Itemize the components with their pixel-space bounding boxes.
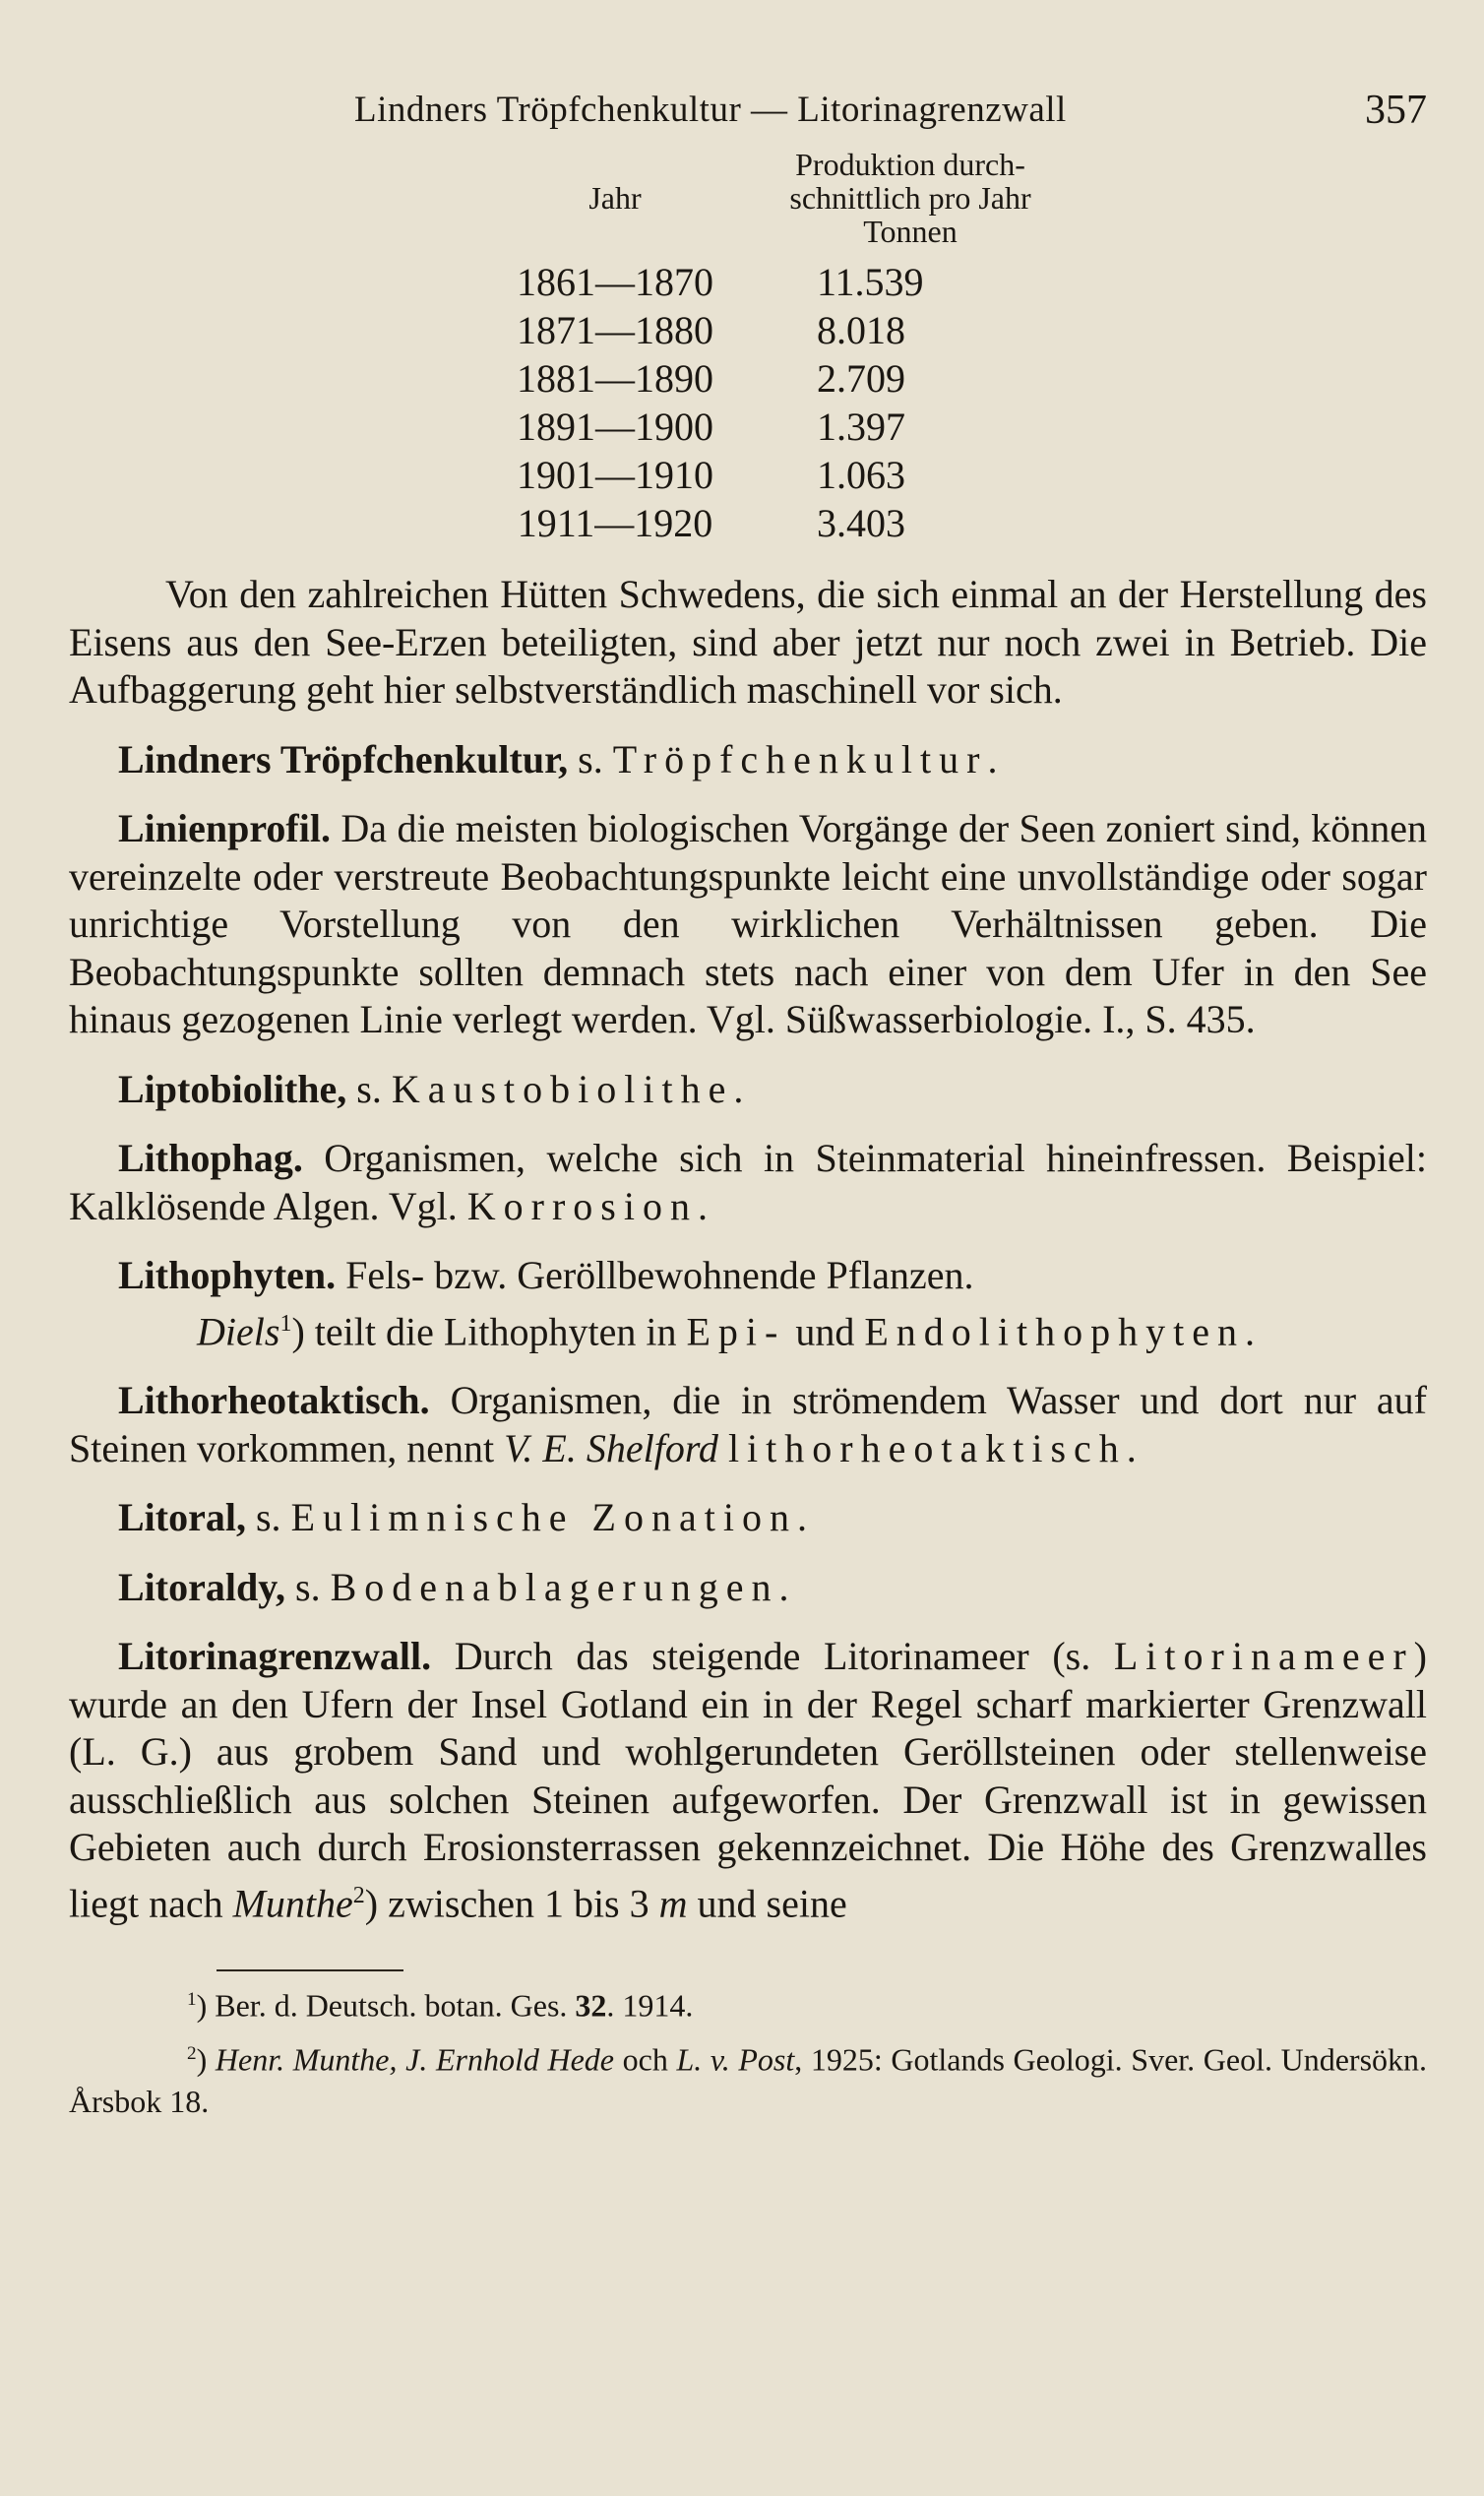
- production-table: [482, 148, 1073, 547]
- author-names: Henr. Munthe, J. Ernhold Hede: [215, 2041, 614, 2078]
- entry-text: .: [1245, 1308, 1255, 1353]
- production-cell: 8.018: [817, 308, 905, 352]
- author-name: L. v. Post: [676, 2041, 795, 2078]
- production-cell: 2.709: [817, 356, 905, 401]
- footnote-1: [69, 1979, 1427, 2027]
- column-header-year: Jahr: [588, 180, 642, 216]
- cross-reference: Bodenablagerungen: [330, 1564, 779, 1609]
- year-cell: 1901—1910: [517, 453, 713, 497]
- table-row: [482, 258, 1073, 306]
- entry-headword: Lithophyten.: [118, 1253, 337, 1297]
- entry-headword: Lithorheotaktisch.: [118, 1378, 430, 1423]
- entry-text: Durch das steigende Litorinameer (s.: [431, 1634, 1114, 1679]
- entry-lithophag: [69, 1135, 1427, 1230]
- entry-text: ) wurde an den Ufern der Insel Gotland ein in der Regel scharf markierter Grenzwall (L. G.) aus grobem Sand und wohlgerundeten Geröllsteinen oder stellenweise ausschließlich aus solchen Steinen aufgeworfen. Der Grenzwall ist in gewissen Gebieten auch durch Erosionsterrassen gekennzeichnet. Die Höhe des Grenzwalles liegt nach: [69, 1634, 1427, 1926]
- table-row: [482, 403, 1073, 451]
- entry-text: und: [785, 1308, 865, 1353]
- entry-text: .: [1126, 1425, 1137, 1470]
- year-cell: 1881—1890: [517, 356, 713, 401]
- entry-text: ) zwischen 1 bis 3: [364, 1881, 659, 1926]
- entry-text: .: [778, 1564, 789, 1609]
- year-cell: 1871—1880: [517, 308, 713, 352]
- intro-paragraph: Von den zahlreichen Hütten Schwedens, die sich einmal an der Herstellung des Eisens aus den See-Erzen beteiligten, sind aber jetzt nur noch zwei in Betrieb. Die Aufbaggerung geht hier selbstverständlich maschinell vor sich.: [69, 572, 1427, 712]
- entry-headword: Lindners Tröpfchenkultur,: [118, 736, 569, 781]
- entry-lithorheotaktisch: [69, 1377, 1427, 1472]
- entry-litoraldy: [69, 1564, 1427, 1612]
- year-cell: 1911—1920: [517, 501, 713, 545]
- entry-headword: Litoral,: [118, 1495, 246, 1540]
- footnote-marker: 1: [279, 1310, 292, 1337]
- entry-text: .: [697, 1183, 708, 1228]
- footnote-text: ) Ber. d. Deutsch. botan. Ges.: [196, 1987, 576, 2024]
- author-name: V. E. Shelford: [504, 1425, 718, 1470]
- cross-reference: Endolithophyten: [864, 1308, 1245, 1353]
- table-row: [482, 451, 1073, 499]
- year-cell: 1861—1870: [517, 260, 713, 304]
- entry-text: s.: [346, 1066, 392, 1111]
- entry-text: und seine: [687, 1881, 847, 1926]
- entry-text: ) teilt die Lithophyten in: [291, 1308, 687, 1353]
- table-row: [482, 499, 1073, 547]
- year-cell: 1891—1900: [517, 405, 713, 449]
- entry-lithophyten: [69, 1252, 1427, 1300]
- entry-text: Da die meisten biologischen Vorgänge der Seen zoniert sind, können vereinzelte oder verstreute Beobachtungspunkte leicht eine unvollständige oder sogar unrichtige Vorstellung von den wirklichen Verhältnissen geben. Die Beobachtungspunkte sollten demnach stets nach einer von dem Ufer in den See hinaus gezogenen Linie verlegt werden. Vgl. Süßwasserbiologie. I., S. 435.: [69, 806, 1427, 1041]
- author-name: Diels: [197, 1308, 280, 1353]
- entry-text: Organismen, welche sich in Steinmaterial hineinfressen. Beispiel: Kalklösende Algen. Vgl.: [69, 1136, 1427, 1228]
- footnote-2: $^2$) Henr. Munthe, J. Ernhold Hede och L. v. Post, 1925: Gotlands Geologi. Sver. Geol. Undersökn. Årsbok 18.: [69, 2041, 1428, 2119]
- entry-headword: Litoraldy,: [118, 1564, 286, 1609]
- entry-text: s.: [245, 1495, 291, 1540]
- production-table-body: [482, 258, 1073, 547]
- entry-text: Organismen, die in strömendem Wasser und dort nur auf Steinen vorkommen, nennt: [69, 1378, 1427, 1470]
- running-header: [69, 79, 1427, 148]
- entry-headword: Litorinagrenzwall.: [118, 1634, 432, 1679]
- cross-reference: Epi-: [686, 1308, 786, 1353]
- production-cell: 3.403: [817, 501, 905, 545]
- footnote-marker: 2: [352, 1882, 365, 1908]
- entry-tropfchenkultur: [69, 736, 1427, 784]
- unit: m: [658, 1881, 688, 1926]
- entry-text: .: [987, 736, 998, 781]
- cross-reference: Tröpfchenkultur: [612, 736, 988, 781]
- column-header-production: Produktion durch- schnittlich pro Jahr Tonnen: [789, 147, 1031, 249]
- entry-liptobiolithe: [69, 1066, 1427, 1114]
- entry-text: s.: [568, 736, 613, 781]
- running-title: Lindners Tröpfchenkultur — Litorinagrenzwall: [354, 90, 1067, 130]
- page-number: 357: [1365, 88, 1427, 133]
- entry-text: s.: [285, 1564, 331, 1609]
- footnote-divider: [216, 1969, 403, 1971]
- production-cell: 1.063: [817, 453, 905, 497]
- footnote-text: , 1925: Gotlands Geologi. Sver. Geol. Undersökn. Årsbok 18.: [69, 2041, 1428, 2119]
- entry-headword: Linienprofil.: [118, 806, 331, 850]
- author-name: Munthe: [232, 1881, 353, 1926]
- volume-number: 32: [575, 1987, 607, 2024]
- cross-reference: lithorheotaktisch: [727, 1425, 1127, 1470]
- entry-headword: Liptobiolithe,: [118, 1066, 347, 1111]
- entry-text: .: [733, 1066, 744, 1111]
- footnote-text: . 1914.: [606, 1987, 694, 2024]
- production-cell: 1.397: [817, 405, 905, 449]
- entry-text: .: [796, 1495, 807, 1540]
- entry-litorinagrenzwall: [69, 1633, 1427, 1927]
- cross-reference: Litorinameer: [1113, 1634, 1414, 1679]
- entry-text: Fels- bzw. Geröllbewohnende Pflanzen.: [336, 1253, 974, 1297]
- footnote-marker: 2: [187, 2043, 197, 2065]
- table-row: [482, 354, 1073, 403]
- footnote-marker: 1: [187, 1988, 197, 2010]
- entry-lithophyten-continuation: [69, 1300, 1427, 1356]
- cross-reference: Kaustobiolithe: [391, 1066, 734, 1111]
- table-row: [482, 306, 1073, 354]
- entry-linienprofil: [69, 805, 1427, 1044]
- entry-headword: Lithophag.: [118, 1136, 303, 1180]
- page: [69, 79, 1427, 2122]
- cross-reference: Korrosion: [466, 1183, 698, 1228]
- entry-litoral: [69, 1494, 1427, 1542]
- cross-reference: Eulimnische Zonation: [290, 1495, 797, 1540]
- production-cell: 11.539: [817, 260, 924, 304]
- footnote-text: och: [613, 2041, 677, 2078]
